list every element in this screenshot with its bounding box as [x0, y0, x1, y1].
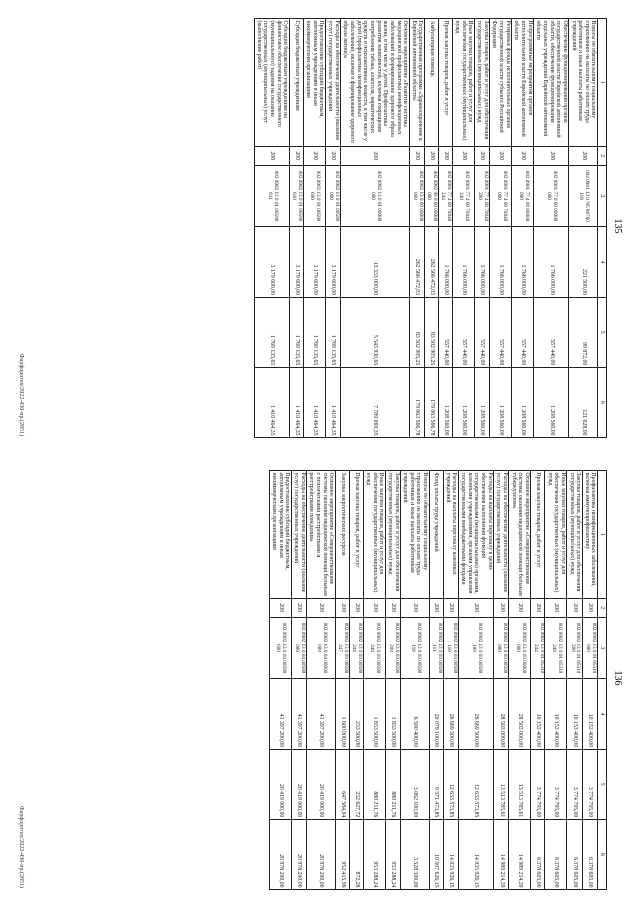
row-name-cell: Расходы на выплаты персоналу казенных учреждений: [443, 471, 458, 599]
table-header-row: [598, 19, 607, 438]
table-row: [303, 19, 325, 438]
row-code-cell: 200: [254, 146, 289, 165]
row-executed-amount-cell: 647 584,04: [335, 749, 349, 819]
row-code-cell: 200: [569, 146, 598, 165]
row-code-cell: 200: [512, 146, 534, 165]
table-row: [349, 471, 363, 890]
row-name-cell: Государственная программа «Здравоохранение в Еврейской автономной области»: [409, 19, 424, 147]
row-code-cell: 200: [531, 598, 545, 617]
row-name-cell: Расходы на выплаты персоналу в целях обеспечения выполнения функций государственными (муниципальными) органами, казенными учреждениями, органами управления государственными внебюджетными фондами: [458, 471, 493, 599]
row-name-cell: Амбулаторная помощь: [425, 19, 439, 147]
row-code-cell: 200: [425, 146, 439, 165]
row-code-cell: 200: [443, 598, 458, 617]
row-executed-amount-cell: 1 769 135,65: [303, 297, 325, 367]
table-row: [582, 471, 597, 890]
row-classifier-cell: 002 0902 13 0 01 00590 611: [254, 165, 289, 227]
row-name-cell: Расходы на обеспечение деятельности (оказание услуг) государственных учреждений: [494, 471, 509, 599]
row-approved-amount-cell: 10 153 400,00: [545, 679, 567, 749]
row-classifier-cell: 002 0902 13 0 04 00000 000: [307, 617, 336, 679]
row-executed-amount-cell: 3 774 795,00: [545, 749, 567, 819]
row-remaining-amount-cell: 14 989 214,39: [494, 819, 509, 889]
row-remaining-amount-cell: 179 063 566,78: [409, 367, 424, 437]
row-name-cell: Предоставление субсидий бюджетным, автономным учреждениям и иным некоммерческим организациям: [269, 471, 291, 599]
table-row: [443, 471, 458, 890]
row-approved-amount-cell: 20 079 100,00: [429, 679, 443, 749]
table-row: [341, 19, 410, 438]
row-classifier-cell: 002 0902 13 0 03 00590 100: [458, 617, 493, 679]
row-name-cell: Прочая закупка товаров, работ и услуг: [349, 471, 363, 599]
table-row: [452, 19, 474, 438]
row-executed-amount-cell: 557 440,00: [474, 297, 489, 367]
table-row: [490, 19, 512, 438]
row-approved-amount-cell: 28 503 000,00: [509, 679, 531, 749]
table-row: [291, 471, 306, 890]
table-row: [534, 19, 569, 438]
row-executed-amount-cell: 557 440,00: [512, 297, 534, 367]
row-remaining-amount-cell: 179 063 566,78: [425, 367, 439, 437]
row-executed-amount-cell: 232 627,72: [349, 749, 363, 819]
table-row: [494, 471, 509, 890]
row-executed-amount-cell: 12 633 573,85: [443, 749, 458, 819]
row-code-cell: 200: [429, 598, 443, 617]
row-executed-amount-cell: 3 774 795,00: [582, 749, 597, 819]
row-classifier-cell: 002 0902 13 0 01 85310 200: [567, 617, 582, 679]
row-classifier-cell: 002 0902 13 0 00 00000 000: [409, 165, 424, 227]
row-executed-amount-cell: 880 211,76: [363, 749, 385, 819]
row-name-cell: Расходы на обеспечение деятельности (оказание услуг) государственных учреждений: [291, 471, 306, 599]
row-code-cell: 200: [474, 146, 489, 165]
row-executed-amount-cell: 557 440,00: [438, 297, 452, 367]
row-remaining-amount-cell: 14 035 926,15: [443, 819, 458, 889]
row-code-cell: 200: [458, 598, 493, 617]
header-cell: 1: [598, 471, 607, 599]
page-number: 135: [612, 218, 623, 234]
row-remaining-amount-cell: 20 978 200,00: [269, 819, 291, 889]
row-remaining-amount-cell: 1 208 560,00: [490, 367, 512, 437]
row-executed-amount-cell: 3 774 795,00: [567, 749, 582, 819]
row-approved-amount-cell: 262 566 472,03: [409, 227, 424, 297]
row-classifier-cell: 002 0902 13 0 03 00590 244: [349, 617, 363, 679]
header-cell: 5: [598, 297, 607, 367]
table-row: [512, 19, 534, 438]
row-executed-amount-cell: 1 769 135,65: [325, 297, 340, 367]
row-approved-amount-cell: 3 179 600,00: [303, 227, 325, 297]
row-remaining-amount-cell: 953 288,24: [363, 819, 385, 889]
row-name-cell: Взносы по обязательному социальному страхованию на выплаты по оплате труда работников и иные выплаты работникам учреждений: [569, 19, 598, 147]
row-executed-amount-cell: 557 440,00: [534, 297, 569, 367]
row-approved-amount-cell: 1 600 000,00: [335, 679, 349, 749]
row-approved-amount-cell: 6 590 400,00: [401, 679, 430, 749]
row-executed-amount-cell: 12 633 573,85: [458, 749, 493, 819]
row-name-cell: Расходы на обеспечение деятельности (оказание услуг) государственных учреждений: [325, 19, 340, 147]
page-136: [0, 452, 637, 904]
row-remaining-amount-cell: 20 978 200,00: [307, 819, 336, 889]
row-approved-amount-cell: 10 153 400,00: [531, 679, 545, 749]
row-remaining-amount-cell: 952 415,96: [335, 819, 349, 889]
table-row: [425, 19, 439, 438]
row-classifier-cell: 002 0902 13 0 03 00590 240: [363, 617, 385, 679]
row-executed-amount-cell: 20 419 000,00: [291, 749, 306, 819]
row-name-cell: Обеспечение функционирования органов государственной власти Еврейской автономной области, обеспечение функционирования отдельных учреждений Еврейской автономной области: [534, 19, 569, 147]
row-classifier-cell: 002 0902 00 0 00 00000 000: [425, 165, 439, 227]
row-approved-amount-cell: 10 153 400,00: [567, 679, 582, 749]
row-code-cell: 200: [534, 146, 569, 165]
row-code-cell: 200: [582, 598, 597, 617]
header-cell: 3: [598, 165, 607, 227]
header-cell: 5: [598, 749, 607, 819]
row-approved-amount-cell: 3 179 600,00: [325, 227, 340, 297]
row-name-cell: Основное мероприятие «Совершенствование системы оказания медицинской помощи больным с психическими расстройствами и расстройствами поведения»: [307, 471, 336, 599]
table-row: [325, 19, 340, 438]
row-code-cell: 200: [363, 598, 385, 617]
row-code-cell: 200: [490, 146, 512, 165]
row-classifier-cell: 002 0901 77 4 00 70040 240: [452, 165, 474, 227]
budget-table: [254, 18, 607, 438]
row-approved-amount-cell: 10 153 400,00: [582, 679, 597, 749]
row-classifier-cell: 002 0902 13 0 03 00000 000: [509, 617, 531, 679]
row-approved-amount-cell: 1 766 000,00: [474, 227, 489, 297]
row-name-cell: Взносы по обязательному социальному страхованию на выплаты по оплате труда работников и иные выплаты работникам учреждений: [401, 471, 430, 599]
row-executed-amount-cell: 99 872,00: [569, 297, 598, 367]
budget-table: [269, 470, 607, 890]
row-classifier-cell: 002 0902 13 0 01 00000 000: [341, 165, 410, 227]
row-remaining-amount-cell: 10 507 626,15: [429, 819, 443, 889]
row-approved-amount-cell: 28 503 000,00: [494, 679, 509, 749]
row-name-cell: Иные закупки товаров, работ и услуг для обеспечения государственных (муниципальных) нужд: [363, 471, 385, 599]
row-name-cell: Профилактика неинфекционных заболеваний, включая иммунопрофилактику: [582, 471, 597, 599]
page-footer: Фарфоротеп/2022-430-пр.(2851): [18, 353, 24, 436]
table-body: [254, 19, 597, 438]
table-row: [385, 471, 400, 890]
row-classifier-cell: 002 0902 13 0 01 85310 244: [531, 617, 545, 679]
row-approved-amount-cell: 233 500,00: [349, 679, 363, 749]
row-name-cell: Субсидии бюджетным учреждениям на финансовое обеспечение государственного (муниципального) задания на оказание государственных (муниципальных) услуг (выполнение работ): [254, 19, 289, 147]
row-executed-amount-cell: 83 502 905,25: [409, 297, 424, 367]
row-name-cell: Иные закупки товаров, работ и услуг для обеспечения государственных (муниципальных) нужд: [452, 19, 474, 147]
table-row: [401, 471, 430, 890]
row-code-cell: 200: [385, 598, 400, 617]
row-remaining-amount-cell: 3 528 300,00: [401, 819, 430, 889]
row-remaining-amount-cell: 20 978 200,00: [291, 819, 306, 889]
table-row: [438, 19, 452, 438]
row-classifier-cell: 002 0901 77 4 00 70040 000: [490, 165, 512, 227]
table-row: [429, 471, 443, 890]
row-approved-amount-cell: 1 766 000,00: [452, 227, 474, 297]
row-classifier-cell: 002 0902 13 0 01 00590 000: [325, 165, 340, 227]
row-name-cell: Непрограммные мероприятия органов исполнительной власти Еврейской автономной области: [512, 19, 534, 147]
table-header-row: [598, 471, 607, 890]
row-remaining-amount-cell: 6 378 605,00: [567, 819, 582, 889]
row-name-cell: Резервные фонды исполнительных органов государственной власти субъекта Российской Федерации: [490, 19, 512, 147]
row-remaining-amount-cell: 14 035 926,15: [458, 819, 493, 889]
row-code-cell: 200: [452, 146, 474, 165]
header-cell: 4: [598, 227, 607, 297]
row-code-cell: 200: [401, 598, 430, 617]
row-name-cell: Иные закупки товаров, работ и услуг для обеспечения государственных (муниципальных) нужд: [545, 471, 567, 599]
row-classifier-cell: 002 0901 77 4 00 70040 200: [474, 165, 489, 227]
page-number: 136: [612, 670, 623, 686]
row-executed-amount-cell: 13 513 785,61: [509, 749, 531, 819]
row-code-cell: 200: [341, 146, 410, 165]
row-approved-amount-cell: 1 766 000,00: [438, 227, 452, 297]
row-classifier-cell: 002 0902 13 0 03 00590 110: [443, 617, 458, 679]
row-name-cell: Закупка товаров, работ и услуг для обеспечения государственных (муниципальных) нужд: [385, 471, 400, 599]
row-name-cell: Субсидии бюджетным учреждениям: [289, 19, 303, 147]
table-row: [409, 19, 424, 438]
row-classifier-cell: 002 0902 13 0 03 00590 000: [494, 617, 509, 679]
row-remaining-amount-cell: 1 208 560,00: [452, 367, 474, 437]
row-remaining-amount-cell: 6 378 605,00: [531, 819, 545, 889]
table-row: [289, 19, 303, 438]
row-remaining-amount-cell: 953 288,24: [385, 819, 400, 889]
row-classifier-cell: 002 0902 13 0 01 85310 000: [582, 617, 597, 679]
row-classifier-cell: 002 0902 13 0 03 00590 119: [401, 617, 430, 679]
row-approved-amount-cell: 41 397 200,00: [307, 679, 336, 749]
row-remaining-amount-cell: 1 208 560,00: [438, 367, 452, 437]
row-classifier-cell: 002 0902 13 0 03 00590 200: [385, 617, 400, 679]
row-executed-amount-cell: 1 769 135,65: [289, 297, 303, 367]
row-name-cell: Закупка товаров, работ и услуг для обеспечения государственных (муниципальных) нужд: [474, 19, 489, 147]
row-approved-amount-cell: 13 333 000,00: [341, 227, 410, 297]
row-code-cell: 200: [335, 598, 349, 617]
row-classifier-cell: 002 0901 77 4 00 70040 244: [438, 165, 452, 227]
table-body: [269, 471, 597, 890]
row-approved-amount-cell: 3 179 600,00: [254, 227, 289, 297]
row-executed-amount-cell: 3 062 100,00: [401, 749, 430, 819]
row-executed-amount-cell: 880 211,76: [385, 749, 400, 819]
row-code-cell: 200: [567, 598, 582, 617]
table-row: [307, 471, 336, 890]
row-remaining-amount-cell: 6 378 605,00: [582, 819, 597, 889]
header-cell: 2: [598, 146, 607, 165]
row-classifier-cell: 002 0901 77 0 00 00000 000: [534, 165, 569, 227]
row-approved-amount-cell: 26 669 500,00: [443, 679, 458, 749]
table-row: [545, 471, 567, 890]
row-executed-amount-cell: 3 774 795,00: [531, 749, 545, 819]
header-cell: 6: [598, 367, 607, 437]
row-approved-amount-cell: 41 397 200,00: [291, 679, 306, 749]
row-remaining-amount-cell: 1 410 464,35: [325, 367, 340, 437]
row-remaining-amount-cell: 872,28: [349, 819, 363, 889]
row-code-cell: 200: [325, 146, 340, 165]
row-code-cell: 200: [545, 598, 567, 617]
header-cell: 3: [598, 617, 607, 679]
row-approved-amount-cell: 1 833 500,00: [363, 679, 385, 749]
row-classifier-cell: 002 0901 77 4 00 00000 000: [512, 165, 534, 227]
row-classifier-cell: 002 0901 13 0 N5 86780 119: [569, 165, 598, 227]
table-row: [363, 471, 385, 890]
row-executed-amount-cell: 557 440,00: [490, 297, 512, 367]
row-remaining-amount-cell: 1 208 560,00: [534, 367, 569, 437]
row-code-cell: 200: [409, 146, 424, 165]
row-executed-amount-cell: 9 571 473,85: [429, 749, 443, 819]
row-classifier-cell: 002 0902 13 0 01 00590 610: [289, 165, 303, 227]
table-row: [254, 19, 289, 438]
row-classifier-cell: 002 0902 13 0 04 00590 000: [291, 617, 306, 679]
row-executed-amount-cell: 13 513 785,61: [494, 749, 509, 819]
row-approved-amount-cell: 1 833 500,00: [385, 679, 400, 749]
row-name-cell: Основное мероприятие «Развитие системы медицинской профилактики неинфекционных заболеваний и формирование здорового образа жизни, в том числе у детей. Профилактика развития зависимостей, включая сокращение потребления табака, алкоголя, наркотических средств и психоактивных веществ, в том числе у детей (профилактика неинфекционных заболеваний, включая и формирование здорового образа жизни)»: [341, 19, 410, 147]
row-approved-amount-cell: 3 179 600,00: [289, 227, 303, 297]
table-row: [335, 471, 349, 890]
table-row: [509, 471, 531, 890]
row-approved-amount-cell: 221 500,00: [569, 227, 598, 297]
row-executed-amount-cell: 557 440,00: [452, 297, 474, 367]
row-classifier-cell: 002 0902 13 0 03 00590 111: [429, 617, 443, 679]
table-row: [569, 19, 598, 438]
row-code-cell: 200: [303, 146, 325, 165]
row-code-cell: 200: [438, 146, 452, 165]
row-executed-amount-cell: 5 543 930,65: [341, 297, 410, 367]
header-cell: 2: [598, 598, 607, 617]
table-row: [567, 471, 582, 890]
row-code-cell: 200: [307, 598, 336, 617]
row-classifier-cell: 002 0902 13 0 03 00590 247: [335, 617, 349, 679]
row-code-cell: 200: [509, 598, 531, 617]
row-approved-amount-cell: 41 397 200,00: [269, 679, 291, 749]
table-row: [474, 19, 489, 438]
header-cell: 4: [598, 679, 607, 749]
table-row: [458, 471, 493, 890]
row-executed-amount-cell: 83 502 905,25: [425, 297, 439, 367]
row-approved-amount-cell: 1 766 000,00: [490, 227, 512, 297]
row-executed-amount-cell: 20 419 000,00: [269, 749, 291, 819]
page-footer: Фарфоротеп/2022-430-пр.(2851): [18, 805, 24, 888]
row-classifier-cell: 002 0902 13 0 01 00590 600: [303, 165, 325, 227]
row-approved-amount-cell: 26 669 500,00: [458, 679, 493, 749]
row-code-cell: 200: [269, 598, 291, 617]
row-name-cell: Прочая закупка товаров, работ и услуг: [438, 19, 452, 147]
row-code-cell: 200: [289, 146, 303, 165]
row-remaining-amount-cell: 7 789 069,35: [341, 367, 410, 437]
row-remaining-amount-cell: 1 410 464,35: [289, 367, 303, 437]
row-remaining-amount-cell: 1 410 464,35: [254, 367, 289, 437]
row-name-cell: Предоставление субсидий бюджетным, автономным учреждениям и иным некоммерческим организациям: [303, 19, 325, 147]
row-code-cell: 200: [494, 598, 509, 617]
row-remaining-amount-cell: 1 208 560,00: [474, 367, 489, 437]
row-approved-amount-cell: 1 766 000,00: [534, 227, 569, 297]
row-approved-amount-cell: 1 766 000,00: [512, 227, 534, 297]
row-executed-amount-cell: 1 769 135,65: [254, 297, 289, 367]
row-code-cell: 200: [291, 598, 306, 617]
row-classifier-cell: 002 0902 13 0 01 85310 240: [545, 617, 567, 679]
table-row: [531, 471, 545, 890]
header-cell: 6: [598, 819, 607, 889]
row-name-cell: Закупка товаров, работ и услуг для обеспечения государственных (муниципальных) нужд: [567, 471, 582, 599]
row-code-cell: 200: [349, 598, 363, 617]
row-name-cell: Закупка энергетических ресурсов: [335, 471, 349, 599]
row-remaining-amount-cell: 1 410 464,35: [303, 367, 325, 437]
table-row: [269, 471, 291, 890]
row-executed-amount-cell: 20 419 000,00: [307, 749, 336, 819]
row-remaining-amount-cell: 121 628,00: [569, 367, 598, 437]
row-approved-amount-cell: 262 566 472,03: [425, 227, 439, 297]
row-remaining-amount-cell: 1 208 560,00: [512, 367, 534, 437]
row-remaining-amount-cell: 14 989 214,39: [509, 819, 531, 889]
row-remaining-amount-cell: 6 378 605,00: [545, 819, 567, 889]
header-cell: 1: [598, 19, 607, 147]
row-name-cell: Прочая закупка товаров, работ и услуг: [531, 471, 545, 599]
row-name-cell: Основное мероприятие «Совершенствование системы оказания медицинской помощи больным туберкулезом»: [509, 471, 531, 599]
row-name-cell: Фонд оплаты труда учреждений: [429, 471, 443, 599]
row-classifier-cell: 002 0902 13 0 04 00590 600: [269, 617, 291, 679]
